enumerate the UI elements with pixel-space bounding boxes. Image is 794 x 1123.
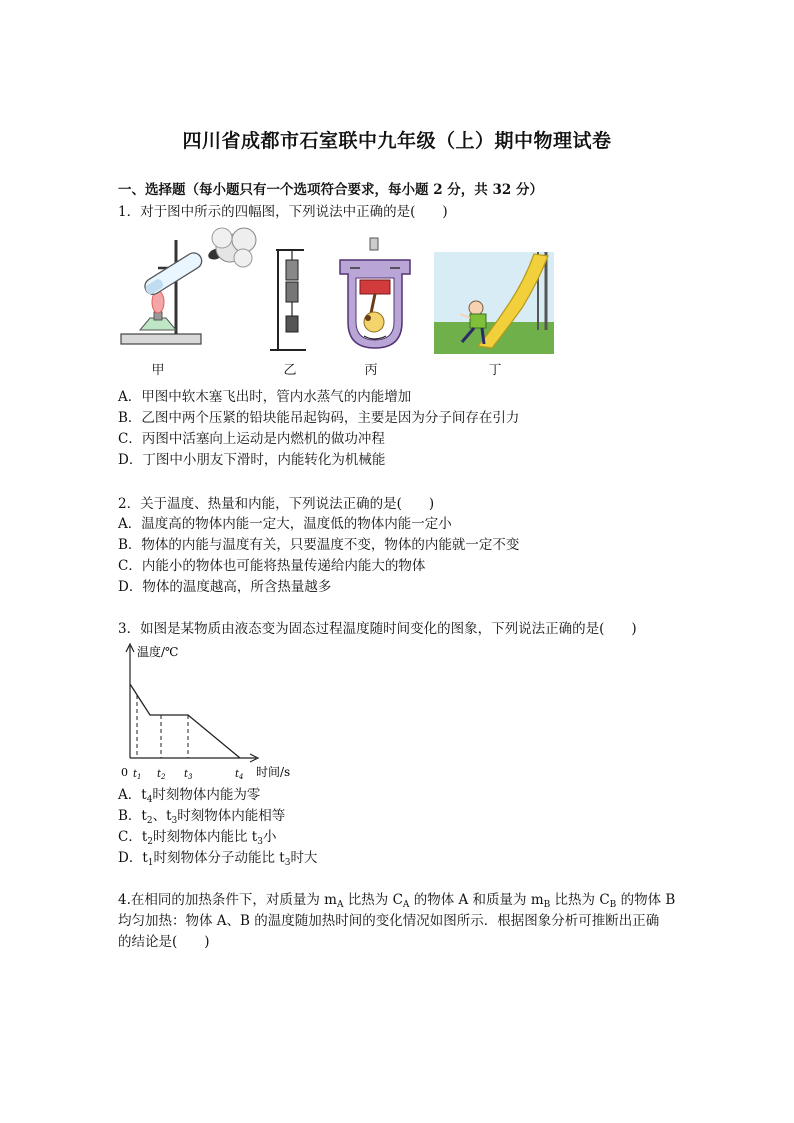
figure-ding-slide <box>434 252 554 354</box>
figure-yi-lead-blocks <box>266 246 316 354</box>
q3-option-a: A．$t_4$时刻物体内能为零 <box>118 787 261 805</box>
q3-stem: 3．如图是某物质由液态变为固态过程温度随时间变化的图象，下列说法正确的是( ) <box>118 621 637 637</box>
figure-label-jia: 甲 <box>151 363 165 378</box>
q2-option-a: A．温度高的物体内能一定大，温度低的物体内能一定小 <box>118 516 452 532</box>
q3-option-c: C．$t_2$时刻物体内能比 $t_3$小 <box>118 829 277 847</box>
q2-option-d: D．物体的温度越高，所含热量越多 <box>118 579 332 595</box>
q2-stem: 2．关于温度、热量和内能，下列说法正确的是( ) <box>118 496 435 512</box>
figure-jia-test-tube <box>118 230 258 355</box>
q3-temperature-time-graph <box>116 640 306 782</box>
q1-option-d: D．丁图中小朋友下滑时，内能转化为机械能 <box>118 452 386 468</box>
tick-t3: $t_3$ <box>184 769 193 781</box>
q4-stem-line3: 的结论是( ) <box>118 934 210 950</box>
q1-stem: 1．对于图中所示的四幅图，下列说法中正确的是( ) <box>118 204 448 220</box>
q3-option-b: B．$t_2$、$t_3$时刻物体内能相等 <box>118 808 286 826</box>
figure-label-ding: 丁 <box>488 363 502 378</box>
figure-bing-engine <box>336 238 414 354</box>
q1-option-a: A．甲图中软木塞飞出时，管内水蒸气的内能增加 <box>118 389 412 405</box>
q2-option-b: B．物体的内能与温度有关，只要温度不变，物体的内能就一定不变 <box>118 537 520 553</box>
tick-t4: $t_4$ <box>235 769 244 781</box>
figure-label-yi: 乙 <box>283 363 297 378</box>
section-heading: 一、选择题（每小题只有一个选项符合要求，每小题 2 分，共 32 分） <box>118 182 543 198</box>
page-title: 四川省成都市石室联中九年级（上）期中物理试卷 <box>182 130 612 152</box>
tick-t2: $t_2$ <box>157 769 166 781</box>
q2-option-c: C．内能小的物体也可能将热量传递给内能大的物体 <box>118 558 426 574</box>
figure-label-bing: 丙 <box>364 363 378 378</box>
tick-t1: $t_1$ <box>133 769 142 781</box>
cooling-curve <box>130 684 240 758</box>
q3-option-d: D．$t_1$时刻物体分子动能比 $t_3$时大 <box>118 850 318 868</box>
origin-label: 0 <box>121 766 128 779</box>
x-axis-label: 时间/s <box>256 765 291 779</box>
q4-stem-line2: 均匀加热：物体 A、B 的温度随加热时间的变化情况如图所示．根据图象分析可推断出正确 <box>118 913 660 929</box>
q1-option-c: C．丙图中活塞向上运动是内燃机的做功冲程 <box>118 431 385 447</box>
y-axis-label: 温度/℃ <box>137 645 179 659</box>
q1-option-b: B．乙图中两个压紧的铅块能吊起钩码，主要是因为分子间存在引力 <box>118 410 520 426</box>
q4-stem-line1: 4.在相同的加热条件下，对质量为 $m_A$ 比热为 $C_A$ 的物体 A 和质量为 $m_B$ 比热为 $C_B$ 的物体 B <box>118 892 676 910</box>
